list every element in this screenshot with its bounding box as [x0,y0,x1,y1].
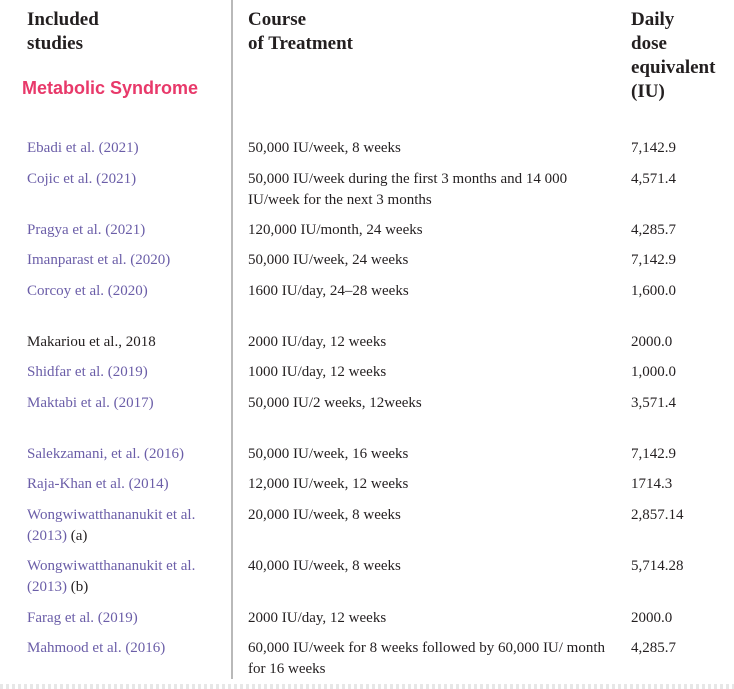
dose-cell: 7,142.9 [631,252,676,268]
study-cell [27,505,227,547]
dose-cell: 5,714.28 [631,558,684,574]
study-link[interactable]: Imanparast et al. (2020) [27,252,171,268]
dose-cell: 2,857.14 [631,507,684,523]
section-label-metabolic-syndrome: Metabolic Syndrome [22,78,199,98]
study-link[interactable]: Wongwiwatthananukit et al. (2013) [27,558,196,595]
study-link[interactable]: Cojic et al. (2021) [27,171,137,187]
course-cell: 2000 IU/day, 12 weeks [248,334,387,350]
study-link[interactable]: Corcoy et al. (2020) [27,283,148,299]
course-cell: 50,000 IU/week, 8 weeks [248,140,401,156]
dose-cell: 3,571.4 [631,395,676,411]
study-link[interactable]: Mahmood et al. (2016) [27,640,166,656]
header-included-studies [27,8,99,56]
column-divider [231,0,233,679]
course-cell: 1000 IU/day, 12 weeks [248,364,387,380]
dose-cell: 7,142.9 [631,140,676,156]
header-studies-line: studies [27,33,83,54]
dose-cell: 1,600.0 [631,283,676,299]
study-link[interactable]: Farag et al. (2019) [27,610,138,626]
study-link[interactable]: Ebadi et al. (2021) [27,140,139,156]
study-link[interactable]: Wongwiwatthananukit et al. (2013) [27,507,196,544]
dose-cell: 4,285.7 [631,640,676,656]
course-cell: 20,000 IU/week, 8 weeks [248,507,401,523]
header-course-line: Course [248,9,307,30]
cropped-next-line [0,684,734,689]
study-name: Makariou et al., 2018 [27,334,156,350]
course-cell: 12,000 IU/week, 12 weeks [248,476,409,492]
dose-cell: 2000.0 [631,610,673,626]
dose-cell: 1,000.0 [631,364,676,380]
course-cell: 60,000 IU/week for 8 weeks followed by 60,000 IU/ month for 16 weeks [248,640,606,677]
header-course-line: of Treatment [248,33,354,54]
course-cell: 50,000 IU/week, 16 weeks [248,446,409,462]
header-dose-line: dose [631,33,667,54]
study-suffix: (a) [67,528,88,544]
course-cell: 2000 IU/day, 12 weeks [248,610,387,626]
header-studies-line: Included [27,9,99,30]
header-dose-line: equivalent [631,57,716,78]
dose-cell: 1714.3 [631,476,673,492]
dose-cell: 4,285.7 [631,222,676,238]
course-cell: 1600 IU/day, 24–28 weeks [248,283,409,299]
course-cell: 50,000 IU/week, 24 weeks [248,252,409,268]
header-daily-dose [631,8,715,104]
header-course-of-treatment [248,8,353,56]
dose-cell: 2000.0 [631,334,673,350]
course-cell: 40,000 IU/week, 8 weeks [248,558,401,574]
header-dose-line: (IU) [631,81,665,102]
course-cell: 50,000 IU/week during the first 3 months and 14 000 IU/week for the next 3 months [248,171,568,208]
study-link[interactable]: Shidfar et al. (2019) [27,364,148,380]
course-cell: 120,000 IU/month, 24 weeks [248,222,423,238]
course-cell: 50,000 IU/2 weeks, 12weeks [248,395,422,411]
header-dose-line: Daily [631,9,675,30]
study-link[interactable]: Maktabi et al. (2017) [27,395,154,411]
study-link[interactable]: Raja-Khan et al. (2014) [27,476,169,492]
study-cell [27,556,227,598]
dose-cell: 4,571.4 [631,171,676,187]
dose-cell: 7,142.9 [631,446,676,462]
study-link[interactable]: Pragya et al. (2021) [27,222,146,238]
study-link[interactable]: Salekzamani, et al. (2016) [27,446,185,462]
study-suffix: (b) [67,579,89,595]
